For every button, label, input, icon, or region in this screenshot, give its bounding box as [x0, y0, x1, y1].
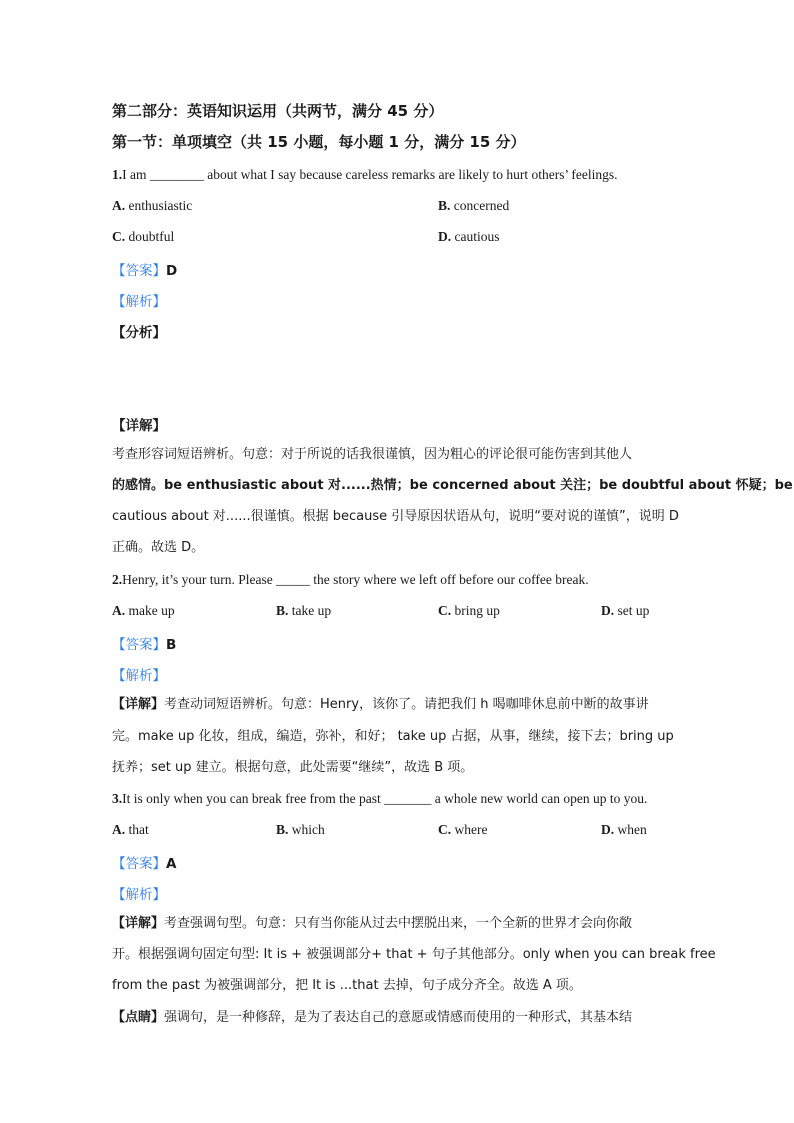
- question-text: I am ________ about what I say because careless remarks are likely to hurt others’ feelings.: [122, 167, 618, 182]
- detail-label: 【详解】: [112, 916, 165, 931]
- option-d: D. cautious: [438, 229, 500, 244]
- question-2: [112, 571, 589, 589]
- option-a: A. make up: [112, 603, 175, 618]
- analysis-label: 【解析】: [112, 887, 166, 903]
- option-b: B. take up: [276, 603, 332, 618]
- analysis-label: 【解析】: [112, 294, 166, 310]
- detail-line: 【详解】考查动词短语辨析。句意：Henry，该你了。请把我们 h 喝咖啡休息前中断的故事讲: [112, 697, 649, 712]
- option-b: B. which: [276, 822, 325, 837]
- option-c: C. where: [438, 822, 488, 837]
- question-text: It is only when you can break free from the past _______ a whole new world can open up to you.: [122, 791, 648, 806]
- answer-value: A: [166, 856, 177, 872]
- question-number: 1.: [112, 167, 123, 182]
- analysis-label: 【解析】: [112, 668, 166, 684]
- question-text: Henry, it’s your turn. Please _____ the story where we left off before our coffee break.: [122, 572, 589, 587]
- option-a: A. enthusiastic: [112, 198, 193, 213]
- detail-label: 【详解】: [112, 697, 165, 712]
- option-c: C. doubtful: [112, 229, 175, 244]
- detail-line: 完。make up 化妆，组成，编造，弥补，和好； take up 占据，从事，继续，接下去；bring up: [112, 729, 674, 744]
- detail-line: 考查形容词短语辨析。句意：对于所说的话我很谨慎，因为粗心的评论很可能伤害到其他人: [112, 447, 633, 462]
- option-d: D. set up: [601, 603, 650, 618]
- question-1: [112, 166, 617, 184]
- detail-label: 【详解】: [112, 418, 166, 434]
- detail-line: 正确。故选 D。: [112, 540, 205, 555]
- detail-line: 【详解】考查强调句型。句意：只有当你能从过去中摆脱出来，一个全新的世界才会向你敞: [112, 916, 633, 931]
- answer-label: 【答案】B: [112, 637, 177, 653]
- option-a: A. that: [112, 822, 149, 837]
- option-c: C. bring up: [438, 603, 500, 618]
- answer-value: D: [166, 263, 178, 279]
- fenxi-label: 【分析】: [112, 325, 166, 341]
- detail-line: 的感情。be enthusiastic about 对......热情；be concerned about 关注；be doubtful about 怀疑；be: [112, 478, 793, 493]
- question-number: 3.: [112, 791, 123, 806]
- option-b: B. concerned: [438, 198, 510, 213]
- part-title: 第二部分：英语知识运用（共两节，满分 45 分）: [112, 102, 444, 120]
- key-point-label: 【点睛】: [112, 1010, 165, 1025]
- answer-value: B: [166, 637, 177, 653]
- question-number: 2.: [112, 572, 123, 587]
- answer-label: 【答案】D: [112, 263, 178, 279]
- detail-line: cautious about 对......很谨慎。根据 because 引导原因状语从句，说明“要对说的谨慎”，说明 D: [112, 509, 679, 524]
- section-subtitle: 第一节：单项填空（共 15 小题，每小题 1 分，满分 15 分）: [112, 133, 526, 151]
- answer-label: 【答案】A: [112, 856, 177, 872]
- question-3: [112, 790, 647, 808]
- key-point: 【点睛】强调句，是一种修辞，是为了表达自己的意愿或情感而使用的一种形式，其基本结: [112, 1010, 633, 1025]
- detail-line: 抚养；set up 建立。根据句意，此处需要“继续”，故选 B 项。: [112, 760, 474, 775]
- detail-line: 开。根据强调句固定句型: It is + 被强调部分+ that + 句子其他部分。only when you can break free: [112, 947, 716, 962]
- option-d: D. when: [601, 822, 647, 837]
- detail-line: from the past 为被强调部分，把 It is ...that 去掉，句子成分齐全。故选 A 项。: [112, 978, 582, 993]
